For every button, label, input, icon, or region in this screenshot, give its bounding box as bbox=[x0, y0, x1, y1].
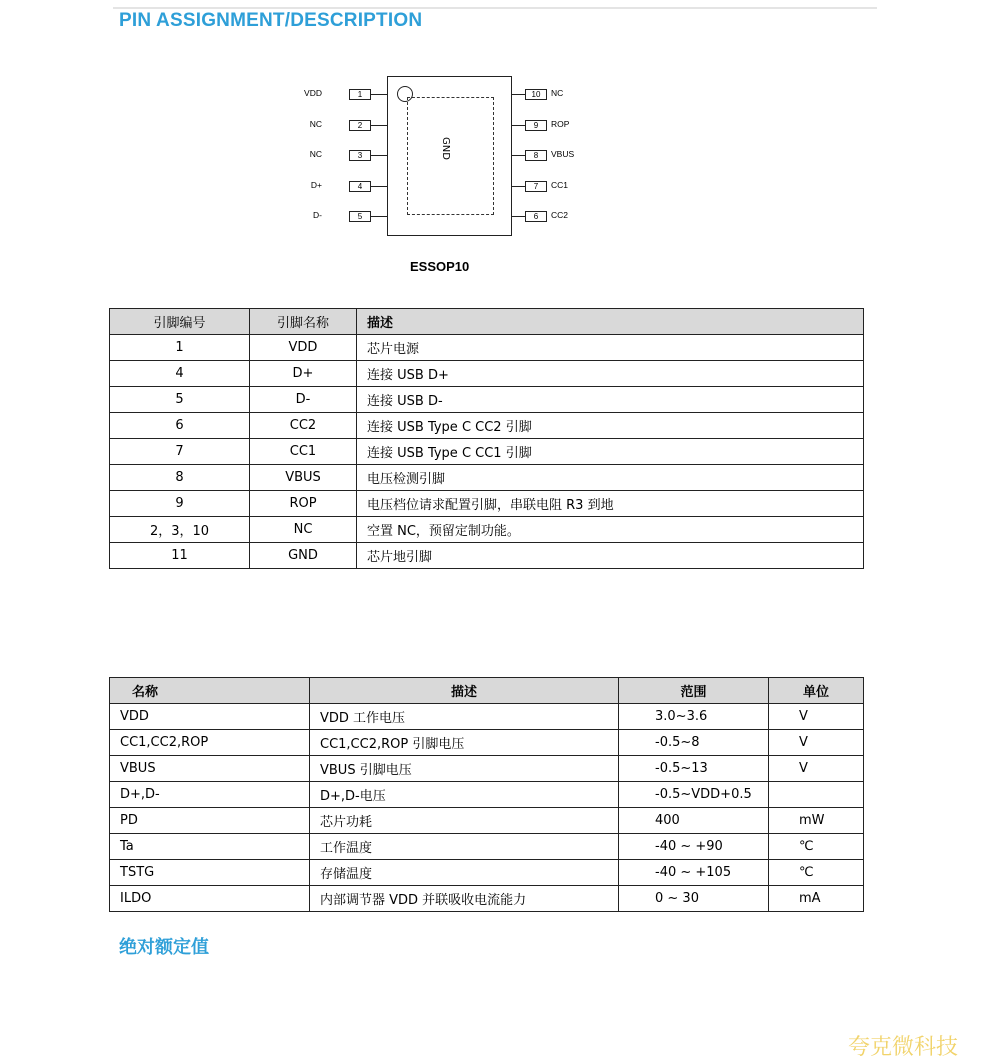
pin-name-cell: CC2 bbox=[250, 413, 357, 439]
rating-range-cell: 0 ~ 30 bbox=[619, 886, 769, 912]
pin-description-cell: 芯片地引脚 bbox=[357, 543, 864, 569]
table-row bbox=[110, 517, 864, 543]
pin-number-cell: 4 bbox=[110, 361, 250, 387]
table-header-row bbox=[110, 678, 864, 704]
rating-name-cell: PD bbox=[110, 808, 310, 834]
rating-range-cell: -0.5~VDD+0.5 bbox=[619, 782, 769, 808]
rating-unit-cell bbox=[769, 782, 864, 808]
header-description: 描述 bbox=[310, 678, 619, 704]
left-pin-name: D+ bbox=[310, 180, 322, 190]
table-row bbox=[110, 335, 864, 361]
rating-unit-cell: V bbox=[769, 756, 864, 782]
rating-unit-cell: ℃ bbox=[769, 860, 864, 886]
table-row bbox=[110, 543, 864, 569]
table-row bbox=[110, 704, 864, 730]
rating-range-cell: -0.5~13 bbox=[619, 756, 769, 782]
pin-lead bbox=[512, 125, 525, 126]
rating-unit-cell: mA bbox=[769, 886, 864, 912]
header-unit: 单位 bbox=[769, 678, 864, 704]
pin-number-cell: 5 bbox=[110, 387, 250, 413]
right-pin-name: CC2 bbox=[551, 210, 569, 220]
pin-description-cell: 连接 USB D+ bbox=[357, 361, 864, 387]
pin-name-cell: NC bbox=[250, 517, 357, 543]
pin-description-cell: 连接 USB Type C CC1 引脚 bbox=[357, 439, 864, 465]
pin-lead bbox=[371, 155, 387, 156]
pin-number-cell: 11 bbox=[110, 543, 250, 569]
pin-number-cell: 2，3，10 bbox=[110, 517, 250, 543]
pin-name-cell: D- bbox=[250, 387, 357, 413]
pin-number-cell: 7 bbox=[110, 439, 250, 465]
ratings-heading: 绝对额定值 bbox=[119, 937, 209, 958]
pin-lead bbox=[371, 94, 387, 95]
right-pin-number: 6 bbox=[525, 211, 547, 222]
pin-name-cell: VBUS bbox=[250, 465, 357, 491]
left-pin-number: 4 bbox=[349, 181, 371, 192]
absolute-ratings-table bbox=[109, 677, 864, 912]
package-caption: ESSOP10 bbox=[410, 259, 470, 274]
watermark-text: 夸克微科技 bbox=[848, 1035, 959, 1060]
pin-description-cell: 电压检测引脚 bbox=[357, 465, 864, 491]
rating-description-cell: 存储温度 bbox=[310, 860, 619, 886]
pad-label: GND bbox=[439, 137, 451, 160]
right-pin-number: 9 bbox=[525, 120, 547, 131]
pin-description-cell: 电压档位请求配置引脚，串联电阻 R3 到地 bbox=[357, 491, 864, 517]
table-row bbox=[110, 491, 864, 517]
rating-range-cell: -40 ~ +90 bbox=[619, 834, 769, 860]
pin-lead bbox=[512, 216, 525, 217]
top-rule bbox=[113, 7, 877, 9]
rating-unit-cell: mW bbox=[769, 808, 864, 834]
rating-description-cell: D+,D-电压 bbox=[310, 782, 619, 808]
rating-range-cell: 3.0~3.6 bbox=[619, 704, 769, 730]
rating-unit-cell: V bbox=[769, 730, 864, 756]
table-row bbox=[110, 886, 864, 912]
pin-name-cell: CC1 bbox=[250, 439, 357, 465]
rating-unit-cell: ℃ bbox=[769, 834, 864, 860]
right-pin-number: 8 bbox=[525, 150, 547, 161]
pin-number-cell: 8 bbox=[110, 465, 250, 491]
table-row bbox=[110, 730, 864, 756]
left-pin-number: 1 bbox=[349, 89, 371, 100]
section-heading: PIN ASSIGNMENT/DESCRIPTION bbox=[119, 10, 423, 31]
left-pin-number: 2 bbox=[349, 120, 371, 131]
table-row bbox=[110, 387, 864, 413]
pin-name-cell: D+ bbox=[250, 361, 357, 387]
left-pin-number: 3 bbox=[349, 150, 371, 161]
rating-name-cell: D+,D- bbox=[110, 782, 310, 808]
left-pin-name: NC bbox=[309, 119, 322, 129]
right-pin-number: 10 bbox=[525, 89, 547, 100]
pinout-diagram bbox=[300, 70, 600, 250]
pin-lead bbox=[371, 125, 387, 126]
rating-range-cell: -0.5~8 bbox=[619, 730, 769, 756]
pin-description-table bbox=[109, 308, 864, 569]
rating-description-cell: VDD 工作电压 bbox=[310, 704, 619, 730]
pin-number-cell: 6 bbox=[110, 413, 250, 439]
header-pin-name: 引脚名称 bbox=[250, 309, 357, 335]
table-row bbox=[110, 465, 864, 491]
right-pin-name: CC1 bbox=[551, 180, 569, 190]
pin-description-cell: 连接 USB D- bbox=[357, 387, 864, 413]
right-pin-number: 7 bbox=[525, 181, 547, 192]
rating-description-cell: VBUS 引脚电压 bbox=[310, 756, 619, 782]
rating-name-cell: VDD bbox=[110, 704, 310, 730]
pin-description-cell: 连接 USB Type C CC2 引脚 bbox=[357, 413, 864, 439]
pin1-marker-icon bbox=[397, 86, 413, 102]
left-pin-name: VDD bbox=[304, 88, 322, 98]
right-pin-name: NC bbox=[551, 88, 564, 98]
pin-lead bbox=[512, 94, 525, 95]
pin-name-cell: VDD bbox=[250, 335, 357, 361]
right-pin-name: VBUS bbox=[551, 149, 575, 159]
pin-lead bbox=[512, 186, 525, 187]
rating-name-cell: Ta bbox=[110, 834, 310, 860]
pin-description-cell: 芯片电源 bbox=[357, 335, 864, 361]
rating-name-cell: VBUS bbox=[110, 756, 310, 782]
table-row bbox=[110, 782, 864, 808]
rating-description-cell: CC1,CC2,ROP 引脚电压 bbox=[310, 730, 619, 756]
table-row bbox=[110, 413, 864, 439]
pin-lead bbox=[512, 155, 525, 156]
header-range: 范围 bbox=[619, 678, 769, 704]
pin-lead bbox=[371, 186, 387, 187]
rating-unit-cell: V bbox=[769, 704, 864, 730]
table-header-row bbox=[110, 309, 864, 335]
pin-number-cell: 9 bbox=[110, 491, 250, 517]
table-row bbox=[110, 756, 864, 782]
left-pin-name: D- bbox=[313, 210, 322, 220]
table-row bbox=[110, 439, 864, 465]
pin-number-cell: 1 bbox=[110, 335, 250, 361]
header-description: 描述 bbox=[357, 309, 864, 335]
pin-lead bbox=[371, 216, 387, 217]
rating-range-cell: 400 bbox=[619, 808, 769, 834]
rating-name-cell: ILDO bbox=[110, 886, 310, 912]
rating-description-cell: 芯片功耗 bbox=[310, 808, 619, 834]
rating-name-cell: CC1,CC2,ROP bbox=[110, 730, 310, 756]
pin-name-cell: ROP bbox=[250, 491, 357, 517]
table-row bbox=[110, 361, 864, 387]
left-pin-name: NC bbox=[309, 149, 322, 159]
table-row bbox=[110, 808, 864, 834]
rating-range-cell: -40 ~ +105 bbox=[619, 860, 769, 886]
header-pin-number: 引脚编号 bbox=[110, 309, 250, 335]
left-pin-number: 5 bbox=[349, 211, 371, 222]
pin-name-cell: GND bbox=[250, 543, 357, 569]
right-pin-name: ROP bbox=[551, 119, 570, 129]
table-row bbox=[110, 860, 864, 886]
table-row bbox=[110, 834, 864, 860]
pin-description-cell: 空置 NC，预留定制功能。 bbox=[357, 517, 864, 543]
header-name: 名称 bbox=[110, 678, 310, 704]
rating-description-cell: 工作温度 bbox=[310, 834, 619, 860]
rating-description-cell: 内部调节器 VDD 并联吸收电流能力 bbox=[310, 886, 619, 912]
rating-name-cell: TSTG bbox=[110, 860, 310, 886]
